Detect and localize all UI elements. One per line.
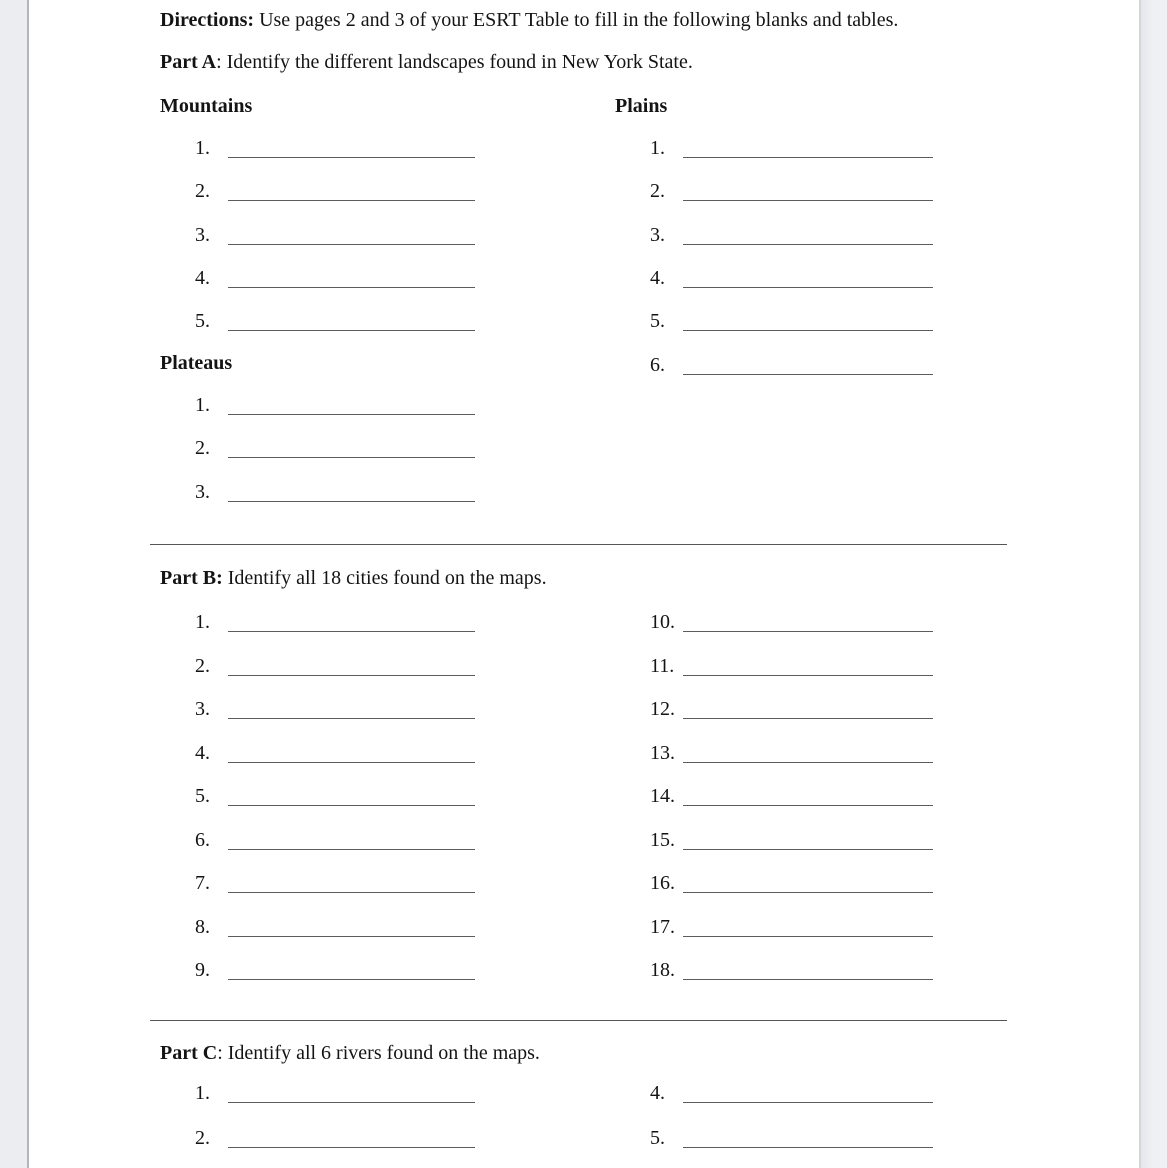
mountains-row: [195, 310, 475, 332]
plateaus-row: [195, 394, 475, 416]
plains-row: [650, 310, 933, 332]
blank-line: [683, 200, 933, 201]
cities-row: [650, 742, 933, 764]
blank-line: [683, 805, 933, 806]
part-b-label: Part B:: [160, 567, 223, 589]
blank-line: [228, 718, 475, 719]
item-number: 2.: [195, 655, 210, 677]
item-number: 3.: [195, 224, 210, 246]
blank-line: [683, 675, 933, 676]
blank-line: [683, 849, 933, 850]
item-number: 11.: [650, 655, 675, 677]
part-c-heading: [160, 1041, 997, 1065]
blank-line: [228, 414, 475, 415]
cities-row: [195, 829, 475, 851]
plains-row: [650, 224, 933, 246]
item-number: 2.: [650, 180, 665, 202]
rivers-row: [650, 1082, 933, 1104]
page-margin-left: [0, 0, 29, 1168]
cities-row: [650, 916, 933, 938]
rivers-row: [650, 1127, 933, 1149]
blank-line: [228, 631, 475, 632]
cities-row: [650, 829, 933, 851]
item-number: 17.: [650, 916, 675, 938]
blank-line: [228, 157, 475, 158]
plains-row: [650, 267, 933, 289]
cities-row: [195, 872, 475, 894]
item-number: 4.: [650, 1082, 665, 1104]
blank-line: [683, 374, 933, 375]
part-c-label: Part C: [160, 1042, 218, 1064]
item-number: 10.: [650, 611, 675, 633]
part-b-text: Identify all 18 cities found on the maps.: [222, 567, 547, 589]
item-number: 6.: [650, 354, 665, 376]
blank-line: [683, 762, 933, 763]
cities-row: [195, 655, 475, 677]
plateaus-row: [195, 437, 475, 459]
section-divider: [150, 544, 1007, 545]
cities-row: [195, 959, 475, 981]
blank-line: [683, 1102, 933, 1103]
item-number: 16.: [650, 872, 675, 894]
item-number: 1.: [650, 137, 665, 159]
directions-label: Directions:: [160, 9, 255, 31]
directions-text: Use pages 2 and 3 of your ESRT Table to fill in the following blanks and tables.: [254, 9, 899, 31]
cities-row: [195, 916, 475, 938]
cities-row: [195, 698, 475, 720]
blank-line: [228, 457, 475, 458]
item-number: 4.: [195, 742, 210, 764]
item-number: 2.: [195, 180, 210, 202]
cities-row: [650, 959, 933, 981]
blank-line: [228, 675, 475, 676]
cities-row: [650, 655, 933, 677]
item-number: 2.: [195, 1127, 210, 1149]
blank-line: [228, 936, 475, 937]
item-number: 3.: [195, 481, 210, 503]
blank-line: [683, 244, 933, 245]
mountains-heading: Mountains: [160, 95, 253, 117]
blank-line: [683, 892, 933, 893]
plains-row: [650, 137, 933, 159]
blank-line: [683, 330, 933, 331]
blank-line: [228, 287, 475, 288]
blank-line: [228, 330, 475, 331]
item-number: 2.: [195, 437, 210, 459]
part-b-heading: [160, 566, 997, 590]
item-number: 9.: [195, 959, 210, 981]
blank-line: [228, 200, 475, 201]
blank-line: [228, 849, 475, 850]
rivers-row: [195, 1082, 475, 1104]
rivers-row: [195, 1127, 475, 1149]
item-number: 1.: [195, 394, 210, 416]
blank-line: [228, 501, 475, 502]
item-number: 3.: [650, 224, 665, 246]
item-number: 1.: [195, 611, 210, 633]
part-a-label: Part A: [160, 51, 217, 73]
blank-line: [683, 631, 933, 632]
item-number: 3.: [195, 698, 210, 720]
mountains-row: [195, 267, 475, 289]
item-number: 12.: [650, 698, 675, 720]
item-number: 8.: [195, 916, 210, 938]
cities-row: [650, 872, 933, 894]
item-number: 5.: [650, 310, 665, 332]
plains-row: [650, 354, 933, 376]
blank-line: [683, 979, 933, 980]
item-number: 6.: [195, 829, 210, 851]
item-number: 5.: [195, 785, 210, 807]
blank-line: [228, 762, 475, 763]
blank-line: [683, 287, 933, 288]
item-number: 15.: [650, 829, 675, 851]
item-number: 1.: [195, 137, 210, 159]
item-number: 4.: [195, 267, 210, 289]
plains-row: [650, 180, 933, 202]
part-a-text: : Identify the different landscapes found in New York State.: [216, 51, 693, 73]
blank-line: [228, 805, 475, 806]
mountains-row: [195, 137, 475, 159]
item-number: 5.: [195, 310, 210, 332]
plateaus-row: [195, 481, 475, 503]
blank-line: [228, 979, 475, 980]
item-number: 1.: [195, 1082, 210, 1104]
cities-row: [195, 785, 475, 807]
item-number: 4.: [650, 267, 665, 289]
cities-row: [195, 611, 475, 633]
mountains-row: [195, 224, 475, 246]
blank-line: [683, 1147, 933, 1148]
section-divider: [150, 1020, 1007, 1021]
blank-line: [683, 718, 933, 719]
directions-paragraph: [160, 8, 997, 32]
part-c-text: : Identify all 6 rivers found on the maps.: [217, 1042, 540, 1064]
item-number: 13.: [650, 742, 675, 764]
item-number: 5.: [650, 1127, 665, 1149]
blank-line: [228, 1147, 475, 1148]
part-a-heading: [160, 50, 997, 74]
blank-line: [683, 157, 933, 158]
cities-row: [195, 742, 475, 764]
item-number: 14.: [650, 785, 675, 807]
plains-heading: Plains: [615, 95, 668, 117]
blank-line: [228, 892, 475, 893]
blank-line: [228, 244, 475, 245]
cities-row: [650, 785, 933, 807]
plateaus-heading: Plateaus: [160, 352, 233, 374]
blank-line: [683, 936, 933, 937]
blank-line: [228, 1102, 475, 1103]
item-number: 7.: [195, 872, 210, 894]
mountains-row: [195, 180, 475, 202]
item-number: 18.: [650, 959, 675, 981]
page-margin-right: [1139, 0, 1167, 1168]
cities-row: [650, 611, 933, 633]
cities-row: [650, 698, 933, 720]
